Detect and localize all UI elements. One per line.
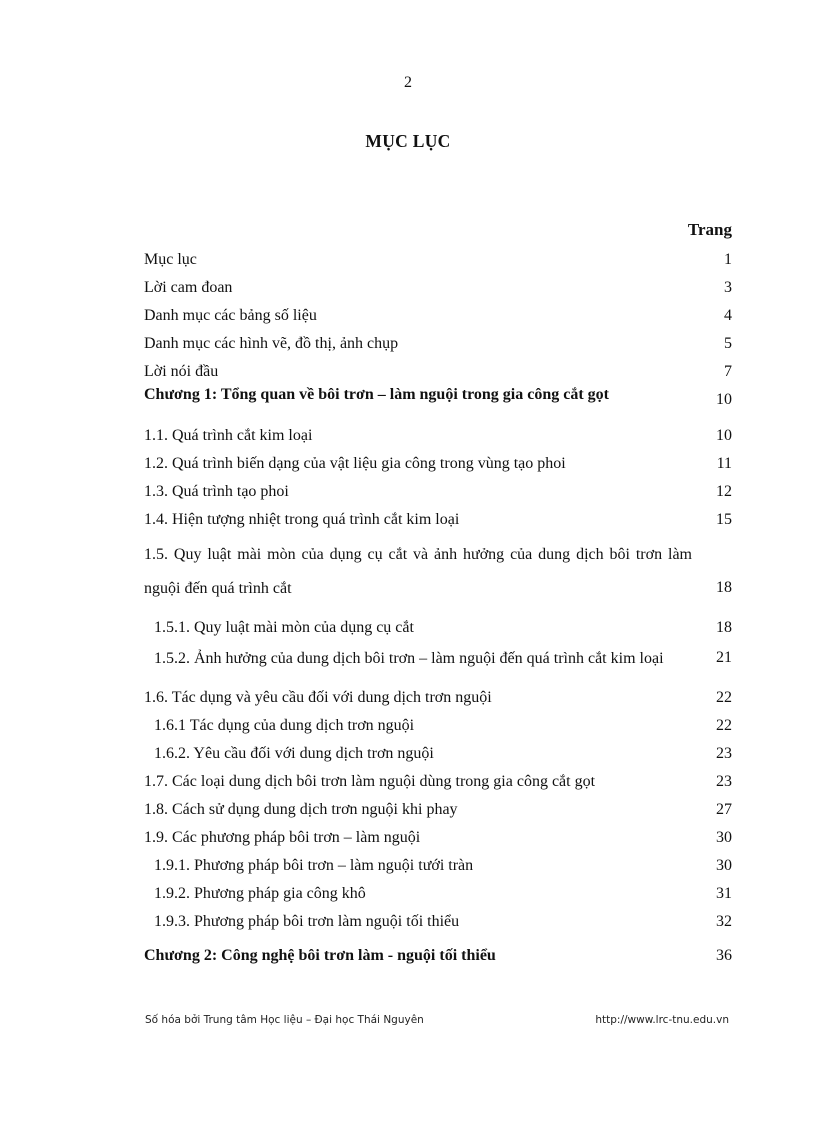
toc-label: 1.5.1. Quy luật mài mòn của dụng cụ cắt	[154, 619, 414, 636]
toc-page: 18	[716, 619, 732, 636]
toc-page: 21	[716, 649, 732, 666]
toc-page: 27	[716, 801, 732, 818]
table-of-contents	[144, 246, 732, 970]
toc-row[interactable]	[144, 538, 732, 606]
toc-page: 30	[716, 857, 732, 874]
toc-label: 1.6.2. Yêu cầu đối với dung dịch trơn nguội	[154, 745, 434, 762]
toc-label: Lời cam đoan	[144, 279, 233, 296]
toc-row[interactable]	[144, 330, 732, 358]
toc-page: 23	[716, 773, 732, 790]
page-title: MỤC LỤC	[365, 131, 451, 151]
toc-page: 5	[724, 335, 732, 352]
toc-page: 7	[724, 363, 732, 380]
toc-label: 1.7. Các loại dung dịch bôi trơn làm nguội dùng trong gia công cắt gọt	[144, 773, 596, 790]
toc-page: 10	[716, 391, 732, 408]
toc-row[interactable]	[144, 712, 732, 740]
toc-row[interactable]	[144, 302, 732, 330]
toc-label: 1.2. Quá trình biến dạng của vật liệu gia công trong vùng tạo phoi	[144, 455, 566, 472]
toc-page: 10	[716, 427, 732, 444]
toc-label: Mục lục	[144, 251, 197, 268]
page-column-header: Trang	[687, 220, 732, 239]
toc-label: 1.9.1. Phương pháp bôi trơn – làm nguội tưới tràn	[154, 857, 474, 874]
toc-row[interactable]	[144, 274, 732, 302]
toc-page: 31	[716, 885, 732, 902]
toc-chapter-row[interactable]	[144, 942, 732, 970]
toc-row[interactable]	[144, 450, 732, 478]
toc-label: Danh mục các bảng số liệu	[144, 307, 317, 324]
toc-page: 22	[716, 689, 732, 706]
toc-row[interactable]	[144, 768, 732, 796]
toc-label: 1.8. Cách sử dụng dung dịch trơn nguội khi phay	[144, 801, 458, 818]
toc-label: 1.5. Quy luật mài mòn của dụng cụ cắt và ảnh hưởng của dung dịch bôi trơn làm nguội đến quá trình cắt	[144, 546, 692, 597]
toc-page: 22	[716, 717, 732, 734]
page-number: 2	[404, 74, 412, 91]
page-footer	[145, 1014, 729, 1026]
toc-label: Danh mục các hình vẽ, đồ thị, ảnh chụp	[144, 335, 399, 352]
toc-label: 1.4. Hiện tượng nhiệt trong quá trình cắt kim loại	[144, 511, 460, 528]
toc-page: 4	[724, 307, 732, 324]
toc-row[interactable]	[144, 614, 732, 642]
toc-label: 1.9.3. Phương pháp bôi trơn làm nguội tối thiểu	[154, 913, 460, 930]
toc-page: 23	[716, 745, 732, 762]
toc-page: 36	[716, 947, 732, 964]
toc-page: 11	[716, 455, 732, 472]
toc-row[interactable]	[144, 908, 732, 936]
footer-url[interactable]: http://www.lrc-tnu.edu.vn	[595, 1014, 729, 1026]
toc-row[interactable]	[144, 796, 732, 824]
toc-label: 1.3. Quá trình tạo phoi	[144, 483, 289, 500]
toc-label: 1.6.1 Tác dụng của dung dịch trơn nguội	[154, 717, 415, 734]
toc-row[interactable]	[144, 880, 732, 908]
toc-page: 3	[724, 279, 732, 296]
toc-row[interactable]	[144, 852, 732, 880]
toc-row[interactable]	[144, 478, 732, 506]
toc-label: 1.6. Tác dụng và yêu cầu đối với dung dịch trơn nguội	[144, 689, 492, 706]
toc-chapter-row[interactable]	[144, 386, 732, 414]
toc-page: 32	[716, 913, 732, 930]
toc-label: 1.5.2. Ảnh hưởng của dung dịch bôi trơn – làm nguội đến quá trình cắt kim loại	[154, 650, 664, 667]
toc-page: 1	[724, 251, 732, 268]
toc-row[interactable]	[144, 684, 732, 712]
toc-page: 15	[716, 511, 732, 528]
footer-credit: Số hóa bởi Trung tâm Học liệu – Đại học Thái Nguyên	[145, 1014, 424, 1026]
toc-label: 1.1. Quá trình cắt kim loại	[144, 427, 313, 444]
toc-row[interactable]	[144, 824, 732, 852]
toc-row[interactable]	[144, 246, 732, 274]
toc-row[interactable]	[144, 740, 732, 768]
toc-row[interactable]	[144, 422, 732, 450]
toc-label: Lời nói đầu	[144, 363, 219, 380]
toc-page: 30	[716, 829, 732, 846]
toc-label: Chương 1: Tổng quan về bôi trơn – làm nguội trong gia công cắt gọt	[144, 386, 610, 403]
toc-page: 18	[716, 579, 732, 596]
toc-label: 1.9.2. Phương pháp gia công khô	[154, 885, 366, 902]
toc-page: 12	[716, 483, 732, 500]
toc-label: 1.9. Các phương pháp bôi trơn – làm nguội	[144, 829, 421, 846]
toc-row[interactable]	[144, 506, 732, 534]
toc-label: Chương 2: Công nghệ bôi trơn làm - nguội tối thiểu	[144, 947, 496, 964]
toc-row[interactable]	[144, 642, 732, 676]
